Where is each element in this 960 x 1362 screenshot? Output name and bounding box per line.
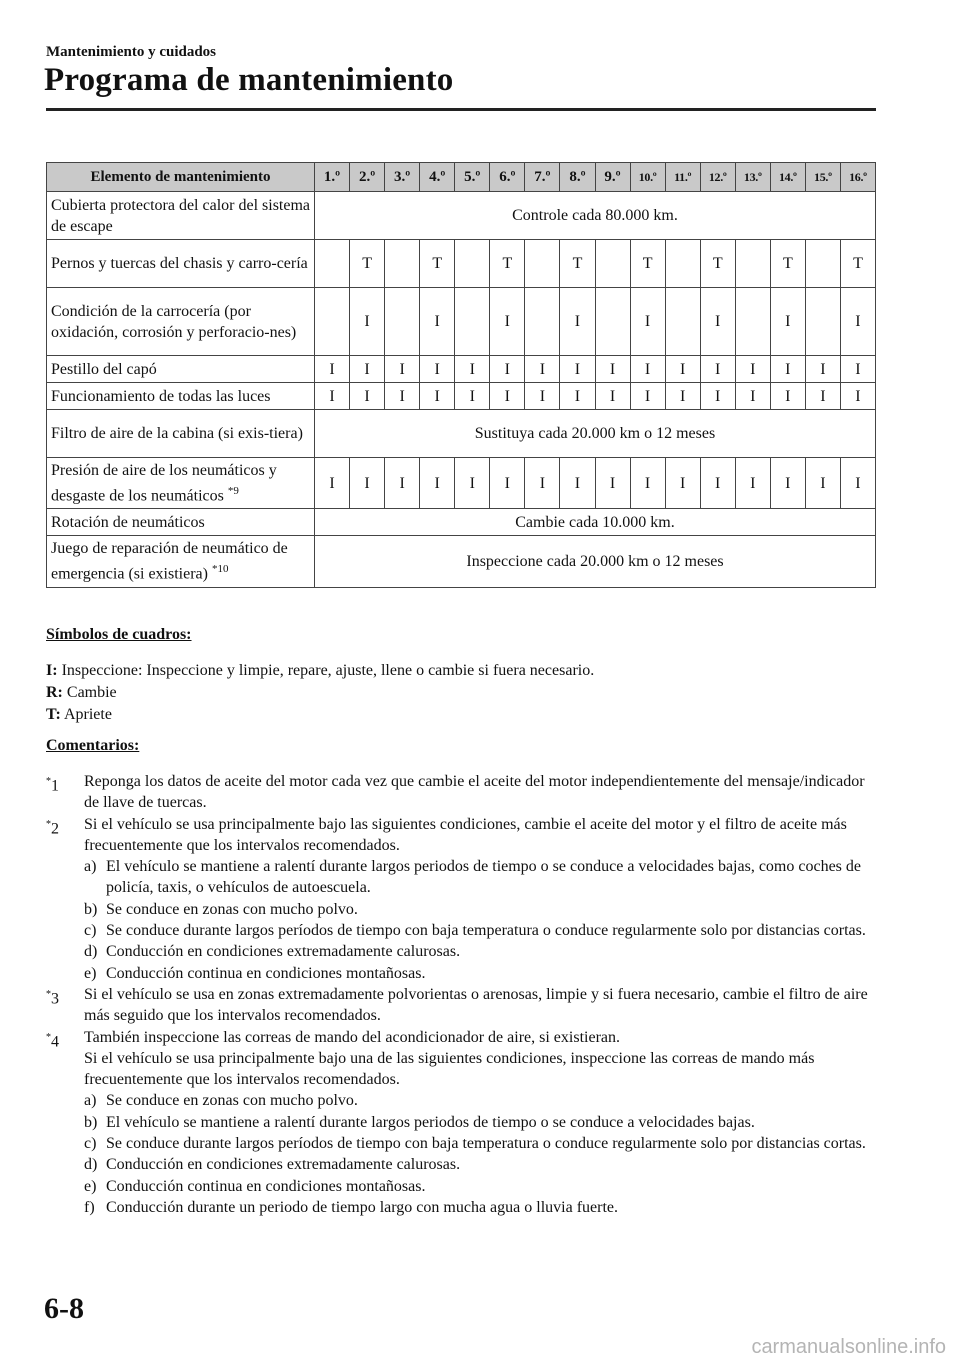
schedule-mark: I [770, 356, 805, 383]
row-item-label: Pernos y tuercas del chasis y carro-cería [51, 255, 308, 272]
schedule-mark: I [350, 458, 385, 509]
schedule-mark: I [315, 356, 350, 383]
column-header-interval: 13.º [735, 163, 770, 192]
table-header-row [47, 163, 876, 192]
row-item-cell [47, 356, 315, 383]
row-item-cell [47, 410, 315, 458]
sub-item-text: Conducción continua en condiciones montañosas. [106, 1177, 426, 1195]
column-header-interval: 15.º [805, 163, 840, 192]
schedule-mark: I [490, 356, 525, 383]
schedule-mark: I [595, 383, 630, 410]
maintenance-table [46, 162, 876, 588]
schedule-mark: I [525, 383, 560, 410]
sub-item-letter: b) [84, 900, 98, 918]
schedule-mark: I [525, 458, 560, 509]
schedule-mark: T [630, 240, 665, 288]
sub-item-letter: d) [84, 1156, 98, 1174]
comment-note [46, 771, 876, 814]
sub-item-letter: c) [84, 922, 97, 940]
note-sub-item [84, 1090, 876, 1111]
schedule-mark: I [805, 356, 840, 383]
schedule-mark: I [385, 356, 420, 383]
note-sub-item [84, 1112, 876, 1133]
schedule-mark: T [560, 240, 595, 288]
schedule-mark: I [840, 288, 875, 356]
schedule-mark: I [735, 458, 770, 509]
sub-item-letter: c) [84, 1135, 97, 1153]
title-rule [46, 108, 876, 111]
table-row [47, 458, 876, 509]
sub-item-letter: e) [84, 1177, 97, 1195]
schedule-mark: T [840, 240, 875, 288]
column-header-interval: 6.º [490, 163, 525, 192]
row-item-label: Rotación de neumáticos [51, 513, 205, 531]
schedule-mark: I [840, 356, 875, 383]
column-header-interval: 9.º [595, 163, 630, 192]
schedule-mark [805, 288, 840, 356]
legend-list [46, 660, 594, 726]
column-header-interval: 4.º [420, 163, 455, 192]
schedule-mark: I [315, 458, 350, 509]
legend-text: Inspeccione: Inspeccione y limpie, repare, ajuste, llene o cambie si fuera necesario. [61, 662, 595, 679]
sub-item-text: El vehículo se mantiene a ralentí durante largos periodos de tiempo o se conduce a velocidades bajas, como coches de policía, taxis, o vehículos de autoescuela. [106, 858, 861, 897]
table-row [47, 509, 876, 536]
table-row [47, 383, 876, 410]
sub-item-letter: e) [84, 964, 97, 982]
note-sub-item [84, 920, 876, 941]
schedule-mark: I [735, 383, 770, 410]
note-sub-item [84, 963, 876, 984]
schedule-mark: I [700, 383, 735, 410]
schedule-mark [315, 288, 350, 356]
note-text: También inspeccione las correas de mando del acondicionador de aire, si existieran. [84, 1028, 620, 1046]
row-interval-note: Inspeccione cada 20.000 km o 12 meses [315, 536, 876, 587]
schedule-mark: I [420, 356, 455, 383]
column-header-interval: 14.º [770, 163, 805, 192]
table-row [47, 356, 876, 383]
schedule-mark: I [560, 383, 595, 410]
sub-item-letter: a) [84, 1092, 97, 1110]
schedule-mark [665, 288, 700, 356]
table-row [47, 240, 876, 288]
schedule-mark [735, 240, 770, 288]
note-text: Si el vehículo se usa en zonas extremadamente polvorientas o arenosas, limpie y si fuera necesario, cambie el filtro de aire más seguido que los intervalos recomendados. [84, 985, 868, 1025]
note-text: Si el vehículo se usa principalmente bajo una de las siguientes condiciones, inspeccione las correas de mando más frecuentemente que los intervalos recomendados. [84, 1049, 815, 1089]
schedule-mark [385, 240, 420, 288]
row-item-label: Presión de aire de los neumáticos y desgaste de los neumáticos [51, 462, 277, 505]
column-header-item: Elemento de mantenimiento [47, 163, 315, 192]
schedule-mark: T [770, 240, 805, 288]
legend-title: Símbolos de cuadros: [46, 626, 192, 643]
note-sub-item [84, 1197, 876, 1218]
section-label: Mantenimiento y cuidados [46, 44, 217, 60]
legend-item [46, 704, 594, 726]
note-text: Si el vehículo se usa principalmente bajo las siguientes condiciones, cambie el aceite del motor y el filtro de aceite más frecuentemente que los intervalos recomendados. [84, 815, 847, 854]
schedule-mark: I [315, 383, 350, 410]
legend-text: Apriete [63, 706, 112, 723]
schedule-mark: I [735, 356, 770, 383]
legend-item [46, 660, 594, 682]
schedule-mark: I [595, 356, 630, 383]
schedule-mark: I [560, 458, 595, 509]
page-number: 6-8 [44, 1292, 84, 1325]
row-item-cell [47, 536, 315, 587]
schedule-mark: I [665, 356, 700, 383]
schedule-mark [315, 240, 350, 288]
comment-note [46, 814, 876, 984]
column-header-interval: 2.º [350, 163, 385, 192]
schedule-mark: I [420, 458, 455, 509]
footnote-ref: *9 [227, 485, 239, 497]
schedule-mark: I [420, 383, 455, 410]
footnote-ref: *10 [211, 563, 229, 576]
note-marker: *1 [46, 776, 59, 795]
schedule-mark: I [700, 356, 735, 383]
schedule-mark: I [350, 288, 385, 356]
row-item-label: Cubierta protectora del calor del sistema de escape [51, 196, 311, 235]
schedule-mark: I [805, 383, 840, 410]
sub-item-text: Conducción durante un periodo de tiempo largo con mucha agua o lluvia fuerte. [106, 1198, 618, 1216]
sub-item-text: Se conduce en zonas con mucho polvo. [106, 1092, 358, 1110]
row-interval-note: Sustituya cada 20.000 km o 12 meses [315, 410, 876, 458]
column-header-interval: 3.º [385, 163, 420, 192]
table-row [47, 536, 876, 587]
schedule-mark: I [420, 288, 455, 356]
schedule-mark [805, 240, 840, 288]
schedule-mark: I [770, 458, 805, 509]
schedule-mark: T [420, 240, 455, 288]
row-item-cell [47, 458, 315, 509]
schedule-mark: I [385, 383, 420, 410]
schedule-mark: I [630, 288, 665, 356]
column-header-interval: 7.º [525, 163, 560, 192]
sub-item-text: Se conduce durante largos períodos de tiempo con baja temperatura o conduce regularmente solo por distancias cortas. [106, 1135, 866, 1153]
column-header-interval: 5.º [455, 163, 490, 192]
schedule-mark: I [350, 383, 385, 410]
schedule-mark [525, 240, 560, 288]
row-item-label: Condición de la carrocería (por oxidación, corrosión y perforacio-nes) [51, 302, 297, 341]
schedule-mark: I [455, 383, 490, 410]
schedule-mark: I [455, 356, 490, 383]
sub-item-text: Se conduce durante largos períodos de tiempo con baja temperatura o conduce regularmente solo por distancias cortas. [106, 922, 866, 940]
schedule-mark: I [490, 383, 525, 410]
comment-note [46, 984, 876, 1027]
column-header-interval: 8.º [560, 163, 595, 192]
row-item-cell [47, 509, 315, 536]
sub-item-text: Conducción en condiciones extremadamente calurosas. [106, 1156, 461, 1174]
schedule-mark: I [630, 458, 665, 509]
schedule-mark: I [595, 458, 630, 509]
row-item-cell [47, 288, 315, 356]
column-header-interval: 12.º [700, 163, 735, 192]
watermark: carmanualsonline.info [751, 1336, 946, 1358]
note-sub-item [84, 856, 876, 899]
schedule-mark: I [525, 356, 560, 383]
schedule-mark: I [840, 458, 875, 509]
schedule-mark: I [665, 458, 700, 509]
schedule-mark [455, 240, 490, 288]
schedule-mark: I [490, 288, 525, 356]
column-header-interval: 1.º [315, 163, 350, 192]
row-item-label: Juego de reparación de neumático de emergencia (si existiera) [51, 540, 288, 583]
note-marker: *4 [46, 1031, 59, 1050]
row-item-label: Filtro de aire de la cabina (si exis-tiera) [51, 425, 303, 442]
sub-item-text: Conducción en condiciones extremadamente calurosas. [106, 943, 461, 961]
sub-item-letter: b) [84, 1113, 98, 1131]
schedule-mark: I [700, 288, 735, 356]
row-interval-note: Controle cada 80.000 km. [315, 192, 876, 240]
schedule-mark: I [805, 458, 840, 509]
schedule-mark: I [350, 356, 385, 383]
schedule-mark [455, 288, 490, 356]
schedule-mark [385, 288, 420, 356]
schedule-mark: T [490, 240, 525, 288]
column-header-interval: 10.º [630, 163, 665, 192]
table-row [47, 192, 876, 240]
schedule-mark: I [560, 288, 595, 356]
schedule-mark: I [630, 356, 665, 383]
schedule-mark: I [630, 383, 665, 410]
schedule-mark [665, 240, 700, 288]
schedule-mark: I [770, 288, 805, 356]
note-text: Reponga los datos de aceite del motor cada vez que cambie el aceite del motor independientemente del mensaje/indicador de llave de tuercas. [84, 773, 865, 812]
legend-key: T: [46, 706, 61, 723]
row-item-label: Pestillo del capó [51, 360, 157, 378]
comments-title: Comentarios: [46, 737, 140, 754]
row-item-cell [47, 192, 315, 240]
sub-item-letter: d) [84, 943, 98, 961]
note-sub-item [84, 1176, 876, 1197]
schedule-mark: I [490, 458, 525, 509]
schedule-mark [595, 288, 630, 356]
schedule-mark: I [700, 458, 735, 509]
note-sub-item [84, 899, 876, 920]
schedule-mark: I [385, 458, 420, 509]
row-item-cell [47, 383, 315, 410]
table-row [47, 410, 876, 458]
sub-item-text: Conducción continua en condiciones montañosas. [106, 964, 426, 982]
note-sub-item [84, 1154, 876, 1175]
legend-text: Cambie [66, 684, 117, 701]
column-header-interval: 16.º [840, 163, 875, 192]
table-row [47, 288, 876, 356]
schedule-mark: I [840, 383, 875, 410]
row-item-label: Funcionamiento de todas las luces [51, 387, 271, 405]
note-marker: *3 [46, 988, 59, 1008]
sub-item-letter: f) [84, 1198, 95, 1216]
sub-item-text: El vehículo se mantiene a ralentí durante largos periodos de tiempo o se conduce a velocidades bajas. [106, 1113, 755, 1131]
table-body [47, 192, 876, 588]
schedule-mark: I [455, 458, 490, 509]
row-item-cell [47, 240, 315, 288]
legend-key: I: [46, 662, 58, 679]
legend-key: R: [46, 684, 63, 701]
sub-item-text: Se conduce en zonas con mucho polvo. [106, 900, 358, 918]
note-sub-item [84, 1133, 876, 1154]
comments-list [46, 771, 876, 1218]
row-interval-note: Cambie cada 10.000 km. [315, 509, 876, 536]
schedule-mark [525, 288, 560, 356]
schedule-mark: I [560, 356, 595, 383]
note-sub-item [84, 941, 876, 962]
schedule-mark [735, 288, 770, 356]
schedule-mark: T [700, 240, 735, 288]
comment-note [46, 1027, 876, 1219]
schedule-mark: I [665, 383, 700, 410]
sub-item-letter: a) [84, 858, 97, 876]
schedule-mark: I [770, 383, 805, 410]
column-header-interval: 11.º [665, 163, 700, 192]
schedule-mark: T [350, 240, 385, 288]
note-marker: *2 [46, 818, 59, 837]
legend-item [46, 682, 594, 704]
schedule-mark [595, 240, 630, 288]
page-title: Programa de mantenimiento [44, 62, 454, 98]
